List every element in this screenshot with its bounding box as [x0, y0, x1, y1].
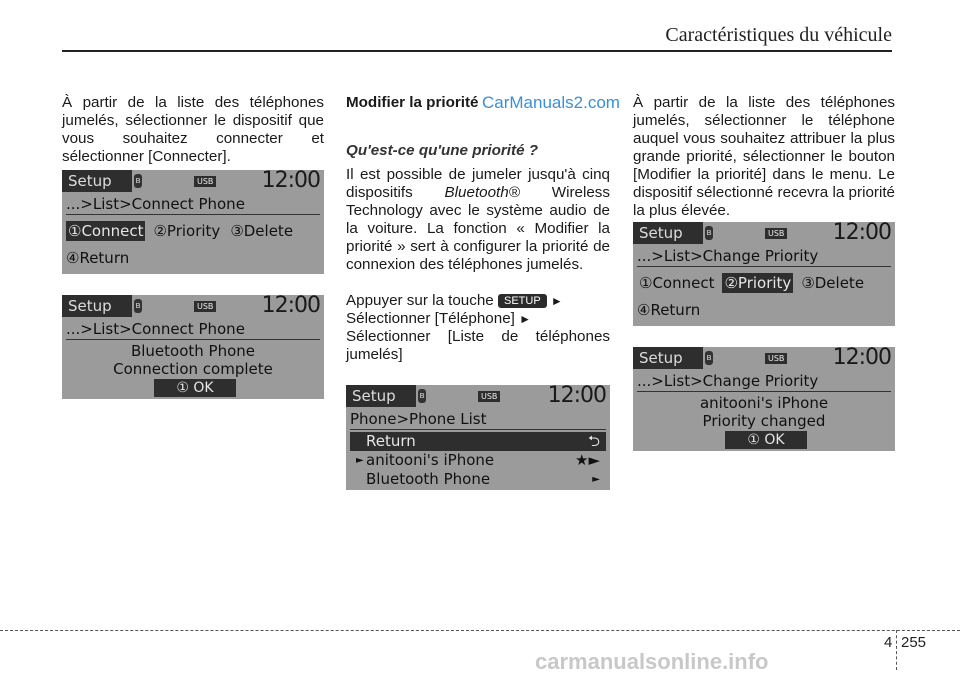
- option-return[interactable]: ④Return: [637, 301, 701, 319]
- step-3: Sélectionner [Liste de téléphones jumelés]: [346, 328, 610, 363]
- bullet-icon: ►: [356, 455, 364, 466]
- arrow-right-icon: ►: [519, 312, 531, 326]
- section-heading: Modifier la priorité: [346, 94, 479, 111]
- usb-badge: USB: [765, 228, 787, 239]
- page-number: 255: [901, 634, 927, 651]
- message-line-2: Connection complete: [113, 360, 273, 378]
- menu-path: ...>List>Change Priority: [637, 371, 891, 392]
- setup-tab: Setup: [62, 170, 132, 192]
- column-middle: [346, 94, 610, 364]
- bluetooth-icon: ʙ: [706, 228, 712, 238]
- step-2: [346, 310, 610, 328]
- watermark-link[interactable]: CarManuals2.com: [482, 93, 620, 112]
- list-item-phone[interactable]: [350, 451, 606, 470]
- lcd-screen-priority-changed: [633, 347, 895, 451]
- ok-button[interactable]: ① OK: [725, 431, 807, 449]
- menu-path: Phone>Phone List: [350, 409, 606, 430]
- bluetooth-icon: ʙ: [135, 176, 141, 186]
- usb-badge: USB: [478, 391, 500, 402]
- lcd-screen-connect-menu: [62, 170, 324, 274]
- list-item-label: anitooni's iPhone: [366, 451, 495, 469]
- page-number-separator: [896, 630, 897, 670]
- clock: 12:00: [832, 222, 891, 245]
- usb-badge: USB: [765, 353, 787, 364]
- footer-divider: [0, 630, 960, 631]
- lcd-screen-connection-complete: [62, 295, 324, 399]
- clock: 12:00: [261, 170, 320, 193]
- arrow-right-icon: ►: [592, 474, 600, 485]
- lcd-screen-change-priority-menu: [633, 222, 895, 326]
- setup-tab: Setup: [633, 347, 703, 369]
- bluetooth-icon: ʙ: [706, 353, 712, 363]
- usb-badge: USB: [194, 301, 216, 312]
- setup-tab: Setup: [633, 222, 703, 244]
- bluetooth-icon: ʙ: [419, 391, 425, 401]
- options-row: [637, 273, 891, 293]
- subheading: Qu'est-ce qu'une priorité ?: [346, 142, 539, 159]
- column-right: [633, 94, 895, 220]
- return-icon: ⮌: [587, 432, 600, 450]
- option-connect[interactable]: ①Connect: [639, 274, 715, 292]
- section-title: Caractéristiques du véhicule: [665, 24, 892, 46]
- option-connect[interactable]: ①Connect: [68, 222, 144, 240]
- step-text: Appuyer sur la touche: [346, 292, 494, 309]
- setup-key-icon: SETUP: [498, 294, 547, 308]
- column-left: [62, 94, 324, 166]
- ok-button[interactable]: ① OK: [154, 379, 236, 397]
- step-text: Sélectionner [Téléphone]: [346, 310, 515, 327]
- menu-path: ...>List>Connect Phone: [66, 194, 320, 215]
- clock: 12:00: [261, 295, 320, 318]
- option-priority[interactable]: ②Priority: [153, 222, 221, 240]
- chapter-number: 4: [884, 634, 893, 651]
- message-line-1: Bluetooth Phone: [130, 342, 256, 360]
- arrow-right-icon: ►: [550, 294, 563, 308]
- options-row: [66, 221, 320, 241]
- usb-badge: USB: [194, 176, 216, 187]
- menu-path: ...>List>Connect Phone: [66, 319, 320, 340]
- instruction-change-priority: À partir de la liste des téléphones jumelés, sélectionner le téléphone auquel vous souhaitez attribuer la plus grande priorité, sélectionner le bouton [Modifier la priorité] dans le menu. Le dispositif sélectionné recevra la priorité la plus élevée.: [633, 94, 895, 219]
- star-icon: ★►: [575, 451, 600, 469]
- list-item-label: Return: [366, 432, 416, 450]
- menu-path: ...>List>Change Priority: [637, 246, 891, 267]
- paragraph-priority: [346, 166, 610, 274]
- step-1: [346, 292, 610, 310]
- instruction-connect: À partir de la liste des téléphones jumelés, sélectionner le dispositif que vous souhaitez connecter et sélectionner [Connecter].: [62, 94, 324, 165]
- lcd-screen-phone-list: [346, 385, 610, 490]
- message-line-1: anitooni's iPhone: [699, 394, 829, 412]
- brand-name: Bluetooth®: [444, 184, 520, 201]
- clock: 12:00: [832, 347, 891, 370]
- message-line-2: Priority changed: [702, 412, 826, 430]
- setup-tab: Setup: [346, 385, 416, 407]
- clock: 12:00: [547, 385, 606, 408]
- watermark-bottom[interactable]: carmanualsonline.info: [535, 649, 769, 674]
- paragraph-text: Wireless Technology avec le système audio de la voiture. La fonction « Modifier la priorité » sert à configurer la priorité de connexion des téléphones jumelés.: [346, 184, 610, 273]
- option-priority[interactable]: ②Priority: [724, 274, 792, 292]
- bluetooth-icon: ʙ: [135, 301, 141, 311]
- option-delete[interactable]: ③Delete: [230, 222, 294, 240]
- option-delete[interactable]: ③Delete: [801, 274, 865, 292]
- list-item-return[interactable]: [350, 432, 606, 451]
- list-item-phone[interactable]: [350, 470, 606, 489]
- option-return[interactable]: ④Return: [66, 249, 130, 267]
- list-item-label: Bluetooth Phone: [366, 470, 491, 488]
- setup-tab: Setup: [62, 295, 132, 317]
- paragraph-text: Il est possible de jumeler jusqu'à cinq dispositifs: [346, 166, 610, 201]
- header-divider: [62, 50, 892, 52]
